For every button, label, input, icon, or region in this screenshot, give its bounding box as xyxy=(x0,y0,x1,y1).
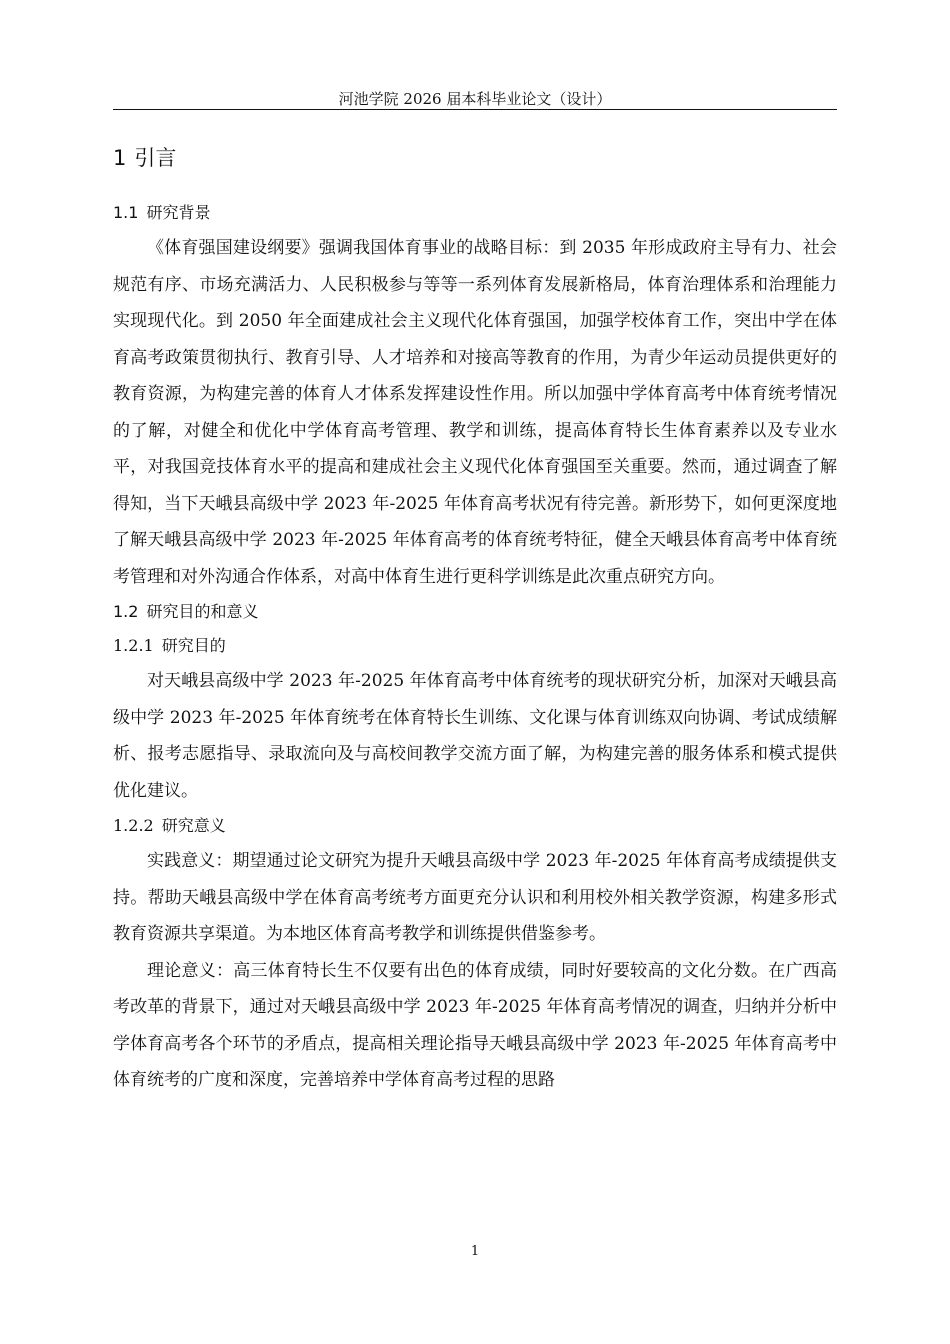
section-title: 研究背景 xyxy=(146,203,211,222)
paragraph-purpose: 对天峨县高级中学 2023 年-2025 年体育高考中体育统考的现状研究分析，加深对天峨县高级中学 2023 年-2025 年体育统考在体育特长生训练、文化课与体育训练双向协调、考试成绩解析、报考志愿指导、录取流向及与高校间教学交流方面了解，为构建完善的服务体系和模式提供优化建议。 xyxy=(113,671,837,801)
subsection-heading-significance xyxy=(113,809,837,843)
subsection-number: 1.2.2 xyxy=(113,816,154,835)
subsection-title: 研究目的 xyxy=(161,636,226,655)
paragraph-practical-significance: 实践意义：期望通过论文研究为提升天峨县高级中学 2023 年-2025 年体育高考成绩提供支持。帮助天峨县高级中学在体育高考统考方面更充分认识和利用校外相关教学资源，构建多形式教育资源共享渠道。为本地区体育高考教学和训练提供借鉴参考。 xyxy=(113,851,837,944)
chapter-heading xyxy=(113,138,837,178)
section-heading-background xyxy=(113,196,837,230)
page-number: 1 xyxy=(470,1244,480,1259)
header-rule xyxy=(113,109,837,110)
paragraph-background: 《体育强国建设纲要》强调我国体育事业的战略目标：到 2035 年形成政府主导有力、社会规范有序、市场充满活力、人民积极参与等等一系列体育发展新格局，体育治理体系和治理能力实现现代化。到 2050 年全面建成社会主义现代化体育强国，加强学校体育工作，突出中学在体育高考政策贯彻执行、教育引导、人才培养和对接高等教育的作用，为青少年运动员提供更好的教育资源，为构建完善的体育人才体系发挥建设性作用。所以加强中学体育高考中体育统考情况的了解，对健全和优化中学体育高考管理、教学和训练，提高体育特长生体育素养以及专业水平，对我国竞技体育水平的提高和建成社会主义现代化体育强国至关重要。然而，通过调查了解得知，当下天峨县高级中学 2023 年-2025 年体育高考状况有待完善。新形势下，如何更深度地了解天峨县高级中学 2023 年-2025 年体育高考的体育统考特征，健全天峨县体育高考中体育统考管理和对外沟通合作体系，对高中体育生进行更科学训练是此次重点研究方向。 xyxy=(113,238,837,587)
subsection-number: 1.2.1 xyxy=(113,636,154,655)
chapter-title: 引言 xyxy=(134,146,177,170)
section-title: 研究目的和意义 xyxy=(146,602,259,621)
section-number: 1.2 xyxy=(113,602,139,621)
section-number: 1.1 xyxy=(113,203,139,222)
chapter-number: 1 xyxy=(113,146,127,170)
subsection-heading-purpose xyxy=(113,629,837,663)
section-heading-purpose-significance xyxy=(113,595,837,629)
running-header: 河池学院 2026 届本科毕业论文（设计） xyxy=(338,90,612,108)
body-content xyxy=(113,138,837,1099)
paragraph-theoretical-significance: 理论意义：高三体育特长生不仅要有出色的体育成绩，同时好要较高的文化分数。在广西高考改革的背景下，通过对天峨县高级中学 2023 年-2025 年体育高考情况的调查，归纳并分析中学体育高考各个环节的矛盾点，提高相关理论指导天峨县高级中学 2023 年-2025 年体育高考中体育统考的广度和深度，完善培养中学体育高考过程的思路 xyxy=(113,960,837,1090)
subsection-title: 研究意义 xyxy=(161,816,226,835)
